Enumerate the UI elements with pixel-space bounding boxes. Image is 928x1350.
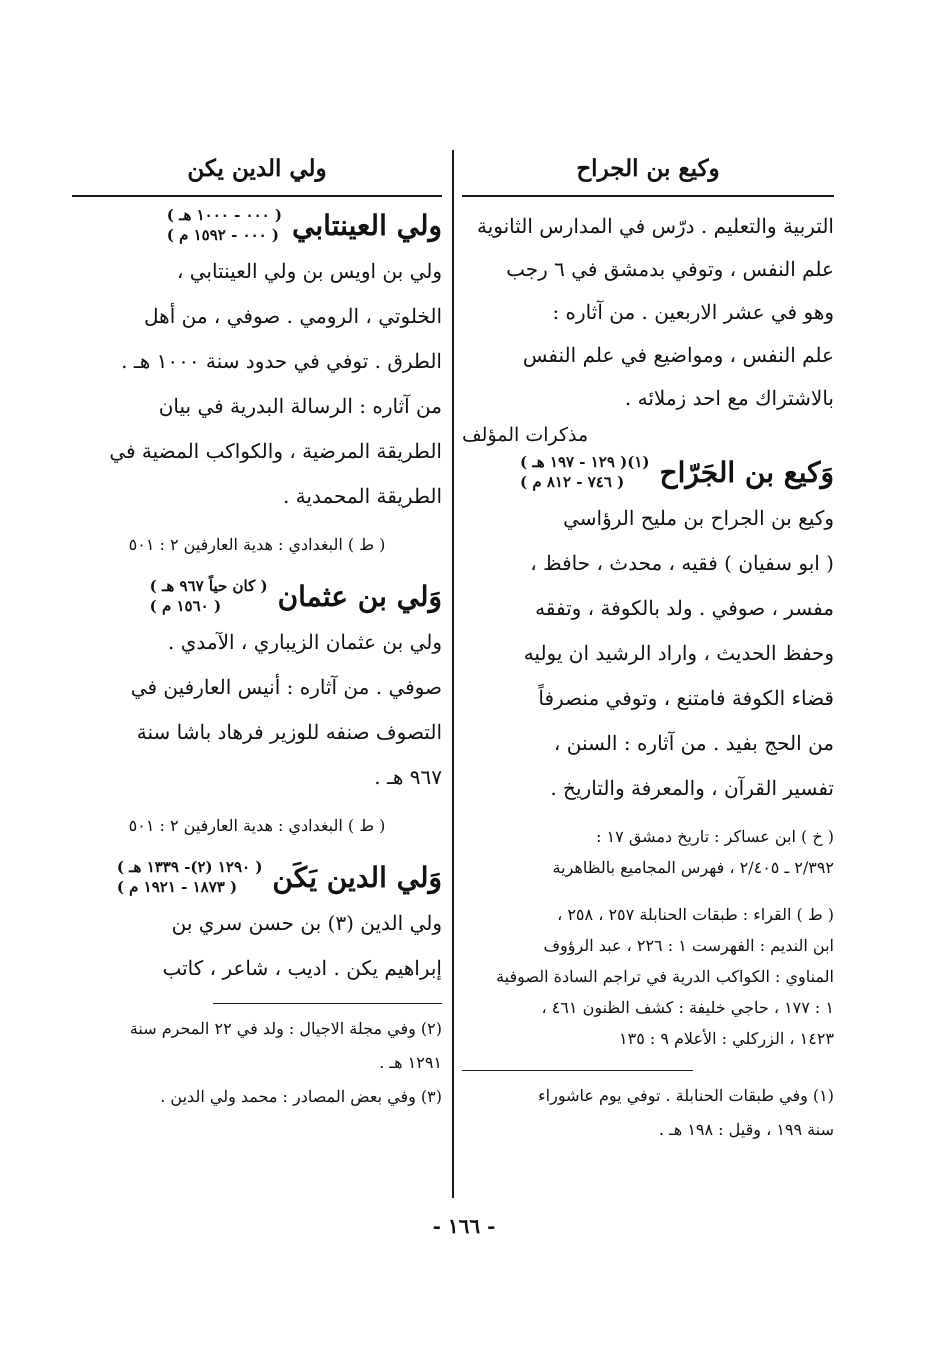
- entry-name: وَلي الدين يَكَن: [272, 860, 442, 894]
- dates-gregorian: ( ٧٤٦ - ٨١٢ م ): [520, 473, 625, 491]
- text-line: من الحج بفيد . من آثاره : السنن ،: [553, 731, 834, 755]
- text-line: من آثاره : الرسالة البدرية في بيان: [158, 394, 442, 418]
- text-line: التصوف صنفه للوزير فرهاد باشا سنة: [136, 720, 442, 744]
- right-header-rule: [462, 195, 834, 197]
- entry-dates: [150, 576, 268, 616]
- text-line: الطريقة المحمدية .: [282, 484, 442, 508]
- entry-title-waki: [462, 452, 834, 492]
- page-number: - ١٦٦ -: [432, 1214, 496, 1238]
- entry-body-wali-uthman: [72, 620, 442, 800]
- left-header-rule: [72, 195, 442, 197]
- entry-dates: [167, 205, 282, 245]
- text-line: بالاشتراك مع احد زملائه .: [624, 386, 834, 410]
- column-divider: [452, 150, 454, 1198]
- entry-title-ayntabi: [72, 205, 442, 245]
- text-line: وكيع بن الجراح بن مليح الرؤاسي: [563, 506, 834, 530]
- right-column: [462, 145, 834, 1147]
- text-line: علم النفس ، وتوفي بدمشق في ٦ رجب: [506, 257, 834, 281]
- reference-line: ١٤٢٣ ، الزركلي : الأعلام ٩ : ١٣٥: [619, 1029, 834, 1048]
- right-running-header: وكيع بن الجراح: [576, 155, 720, 182]
- entry-body-yakan: [72, 901, 442, 991]
- dates-hijri: ( ٠٠٠ - ١٠٠٠ هـ ): [166, 206, 283, 224]
- footnote-line: (١) وفي طبقات الحنابلة . توفي يوم عاشوراء: [538, 1086, 834, 1105]
- footnote-line: ١٢٩١ هـ .: [379, 1053, 442, 1072]
- entry-dates: [520, 452, 649, 492]
- printed-references: [462, 899, 834, 1054]
- footnote-line: (٣) وفي بعض المصادر : محمد ولي الدين .: [160, 1087, 442, 1106]
- reference-line: ( ط ) البغدادي : هدية العارفين ٢ : ٥٠١: [128, 816, 386, 835]
- dates-gregorian: ( ٠٠٠ - ١٥٩٢ م ): [166, 226, 280, 244]
- entry-name: ولي العينتابي: [292, 208, 442, 242]
- text-line: علم النفس ، ومواضيع في علم النفس: [522, 343, 834, 367]
- right-continuation-text: [462, 205, 834, 420]
- reference-line: ( ط ) القراء : طبقات الحنابلة ٢٥٧ ، ٢٥٨ ،: [557, 905, 834, 924]
- dates-hijri: ( ١٢٩ - ١٩٧ هـ )(١): [520, 453, 650, 471]
- text-line: قضاء الكوفة فامتنع ، وتوفي منصرفاً: [538, 686, 834, 710]
- dates-gregorian: ( ١٨٧٣ - ١٩٢١ م ): [116, 878, 238, 896]
- text-line: ( ابو سفيان ) فقيه ، محدث ، حافظ ،: [530, 551, 834, 575]
- footnote-rule: [462, 1070, 693, 1071]
- text-line: ولي بن عثمان الزيباري ، الآمدي .: [167, 630, 442, 654]
- text-line: إبراهيم يكن . اديب ، شاعر ، كاتب: [162, 956, 442, 980]
- source-note: مذكرات المؤلف: [462, 424, 589, 446]
- footnote-line: سنة ١٩٩ ، وقيل : ١٩٨ هـ .: [658, 1120, 834, 1139]
- entry-dates: [117, 857, 263, 897]
- right-footnotes: [462, 1079, 834, 1147]
- reference-line: المناوي : الكواكب الدرية في تراجم السادة الصوفية: [496, 967, 834, 986]
- text-line: ولي الدين (٣) بن حسن سري بن: [171, 911, 442, 935]
- reference-line: ٢/٣٩٢ ـ ٢/٤٠٥ ، فهرس المجاميع بالظاهرية: [552, 858, 834, 877]
- entry-body-ayntabi: [72, 249, 442, 519]
- text-line: التربية والتعليم . درّس في المدارس الثانوية: [476, 214, 834, 238]
- entry-name: وَكيع بن الجَرّاح: [659, 455, 834, 489]
- manuscript-references: [462, 821, 834, 883]
- reference-line: ١ : ١٧٧ ، حاجي خليفة : كشف الظنون ٤٦١ ،: [541, 998, 834, 1017]
- text-line: ٩٦٧ هـ .: [374, 765, 442, 789]
- entry-title-wali-uthman: [72, 576, 442, 616]
- text-line: الطرق . توفي في حدود سنة ١٠٠٠ هـ .: [121, 349, 442, 373]
- dates-gregorian: ( ١٥٦٠ م ): [149, 597, 222, 615]
- reference-line: ( ط ) البغدادي : هدية العارفين ٢ : ٥٠١: [128, 535, 386, 554]
- text-line: تفسير القرآن ، والمعرفة والتاريخ .: [550, 776, 834, 800]
- dates-hijri: ( ١٢٩٠ (٢)- ١٣٣٩ هـ ): [116, 858, 263, 876]
- left-footnotes: [72, 1012, 442, 1114]
- footnote-rule: [213, 1003, 442, 1004]
- reference-line: ( خ ) ابن عساكر : تاريخ دمشق ١٧ :: [596, 827, 834, 846]
- text-line: صوفي . من آثاره : أنيس العارفين في: [130, 675, 442, 699]
- reference-line: ابن النديم : الفهرست ١ : ٢٢٦ ، عبد الرؤوف: [543, 936, 834, 955]
- text-line: مفسر ، صوفي . ولد بالكوفة ، وتفقه: [535, 596, 834, 620]
- entry-body-waki: [462, 496, 834, 811]
- text-line: ولي بن اويس بن ولي العينتابي ،: [176, 259, 442, 283]
- text-line: وحفظ الحديث ، واراد الرشيد ان يوليه: [523, 641, 834, 665]
- dates-hijri: ( كان حياً ٩٦٧ هـ ): [149, 577, 268, 595]
- text-line: وهو في عشر الاربعين . من آثاره :: [552, 300, 834, 324]
- footnote-line: (٢) وفي مجلة الاجيال : ولد في ٢٢ المحرم سنة: [129, 1019, 442, 1038]
- left-running-header: ولي الدين يكن: [187, 155, 327, 182]
- left-column: [72, 145, 442, 1114]
- text-line: الخلوتي ، الرومي . صوفي ، من أهل: [144, 304, 442, 328]
- text-line: الطريقة المرضية ، والكواكب المضية في: [109, 439, 442, 463]
- entry-name: وَلي بن عثمان: [277, 579, 442, 613]
- entry-title-yakan: [72, 857, 442, 897]
